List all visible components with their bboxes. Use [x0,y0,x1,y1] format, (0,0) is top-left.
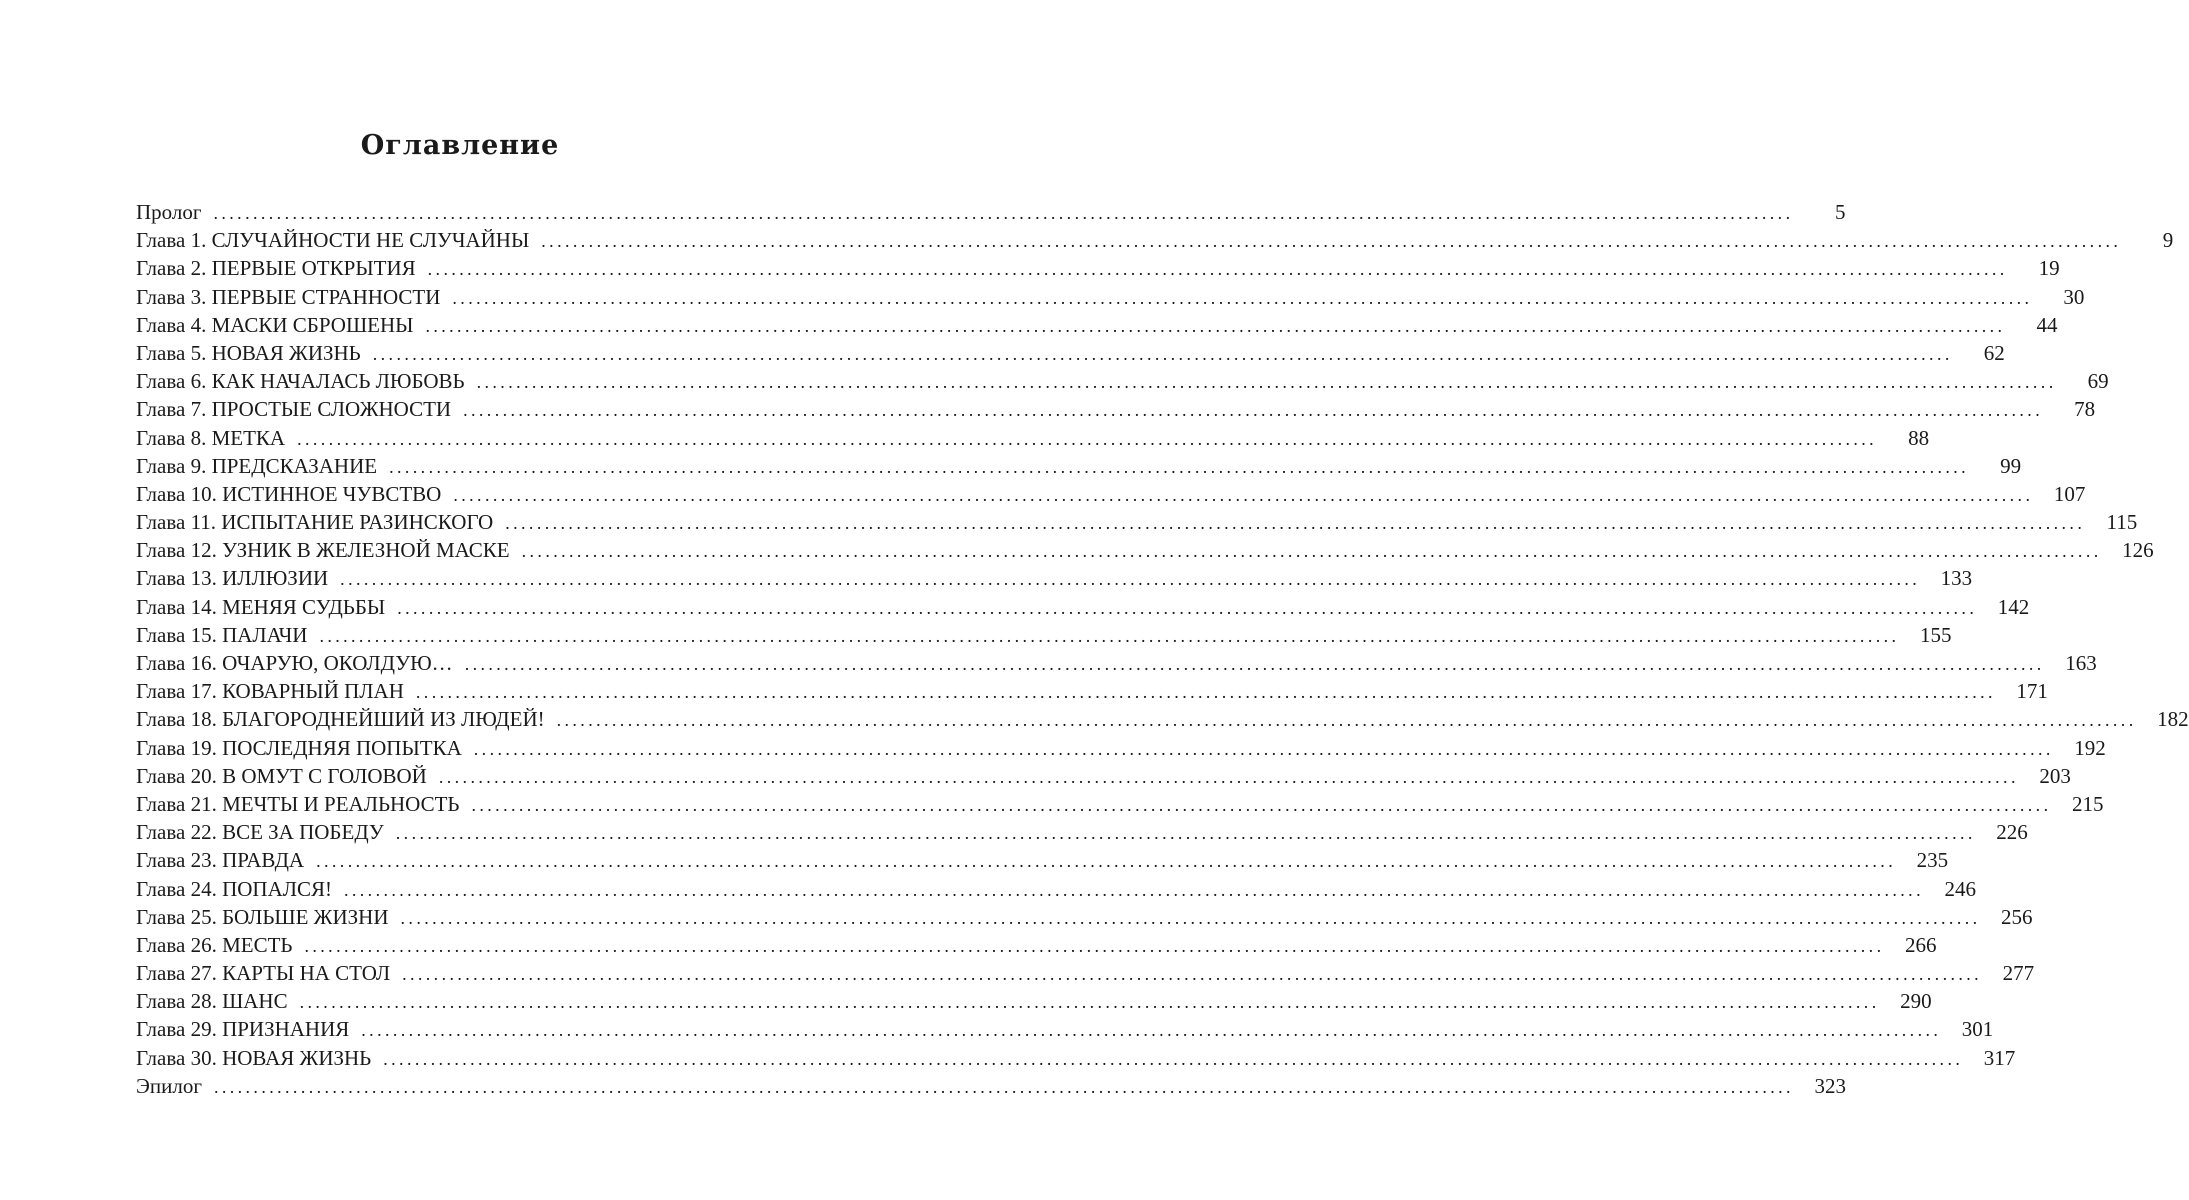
toc-entry [136,198,1846,226]
toc-entry-label: Глава 13. ИЛЛЮЗИИ [136,566,329,591]
toc-dot-leader: ........................................................................................................................................................................................................ [415,682,1996,703]
toc-entry-label: Глава 4. МАСКИ СБРОШЕНЫ [136,312,414,337]
toc-dot-leader: ........................................................................................................................................................................................................ [521,541,2102,562]
toc-entry-page-number: 9 [2162,228,2174,253]
toc-entry [136,367,2109,395]
toc-entry [136,564,1973,592]
toc-entry [136,875,1976,903]
toc-dot-leader: ........................................................................................................................................................................................................ [464,654,2045,674]
toc-entry-page-number: 290 [1900,989,1932,1014]
toc-entry-label: Глава 29. ПРИЗНАНИЯ [136,1017,350,1042]
toc-entry-label: Глава 10. ИСТИННОЕ ЧУВСТВО [136,481,442,506]
toc-dot-leader: ........................................................................................................................................................................................................ [427,259,2008,280]
toc-dot-leader: ........................................................................................................................................................................................................ [473,738,2054,759]
toc-entry-page-number: 126 [2122,538,2154,563]
toc-entry [136,959,2035,987]
toc-dot-leader: ........................................................................................................................................................................................................ [541,231,2122,252]
toc-dot-leader: ........................................................................................................................................................................................................ [304,935,1885,956]
toc-entry-page-number: 163 [2065,651,2097,675]
toc-dot-leader: ........................................................................................................................................................................................................ [397,597,1978,618]
toc-entry-label: Глава 5. НОВАЯ ЖИЗНЬ [136,340,361,365]
toc-dot-leader: ........................................................................................................................................................................................................ [316,851,1897,872]
toc-entry-page-number: 99 [2000,453,2022,478]
toc-dot-leader: ........................................................................................................................................................................................................ [299,992,1880,1013]
toc-entry-page-number: 155 [1919,622,1952,647]
toc-entry-label: Глава 6. КАК НАЧАЛАСЬ ЛЮБОВЬ [136,369,465,394]
toc-entry-label: Глава 3. ПЕРВЫЕ СТРАННОСТИ [136,284,441,309]
toc-entry-label: Глава 26. МЕСТЬ [136,932,293,957]
toc-entry [136,987,1932,1015]
toc-entry [136,452,2022,480]
toc-entry-label: Пролог [136,200,202,224]
toc-dot-leader: ........................................................................................................................................................................................................ [400,907,1981,928]
toc-entry [136,480,2086,508]
toc-dot-leader: ........................................................................................................................................................................................................ [395,823,1976,844]
toc-entry-label: Глава 12. УЗНИК В ЖЕЛЕЗНОЙ МАСКЕ [136,538,510,563]
toc-entry-page-number: 115 [2106,510,2138,535]
toc-dot-leader: ........................................................................................................................................................................................................ [213,1076,1794,1097]
toc-entry-label: Глава 28. ШАНС [136,989,288,1014]
toc-entry-label: Глава 27. КАРТЫ НА СТОЛ [136,961,391,986]
toc-entry-page-number: 88 [1908,425,1930,450]
toc-entry-page-number: 277 [2002,961,2035,986]
toc-entry-page-number: 171 [2016,679,2048,704]
toc-entry [136,705,2189,733]
toc-dot-leader: ........................................................................................................................................................................................................ [505,513,2086,534]
toc-dot-leader: ........................................................................................................................................................................................................ [402,964,1983,985]
toc-entry [136,818,2028,846]
toc-entry-page-number: 235 [1916,848,1949,873]
toc-entry-page-number: 317 [1983,1045,2016,1070]
toc-entry [136,649,2097,677]
toc-entry-label: Глава 11. ИСПЫТАНИЕ РАЗИНСКОГО [136,510,494,535]
toc-entry-label: Глава 15. ПАЛАЧИ [136,622,308,647]
toc-dot-leader: ........................................................................................................................................................................................................ [361,1020,1942,1041]
toc-entry-label: Глава 16. ОЧАРУЮ, ОКОЛДУЮ… [136,651,453,675]
toc-entry-page-number: 30 [2063,284,2085,309]
toc-dot-leader: ........................................................................................................................................................................................................ [319,625,1900,646]
toc-entry-label: Глава 30. НОВАЯ ЖИЗНЬ [136,1045,372,1070]
toc-entry-page-number: 142 [1997,594,2030,619]
toc-entry [136,903,2033,931]
toc-entry-label: Глава 14. МЕНЯЯ СУДЬБЫ [136,594,386,619]
toc-entry-page-number: 62 [1983,340,2005,365]
toc-entry-page-number: 203 [2039,763,2071,788]
toc-entry-page-number: 133 [1940,566,1973,591]
toc-entry-page-number: 19 [2038,256,2060,281]
toc-dot-leader: ........................................................................................................................................................................................................ [463,400,2044,421]
toc-entry-label: Глава 8. МЕТКА [136,425,286,450]
toc-entry-label: Глава 25. БОЛЬШЕ ЖИЗНИ [136,904,389,929]
toc-dot-leader: ........................................................................................................................................................................................................ [213,203,1794,223]
toc-entry-label: Эпилог [136,1073,202,1098]
toc-dot-leader: ........................................................................................................................................................................................................ [297,428,1878,449]
toc-entry [136,254,2060,282]
toc-entry [136,593,2030,621]
toc-entry [136,283,2085,311]
toc-entry-page-number: 44 [2036,312,2058,337]
toc-dot-leader: ........................................................................................................................................................................................................ [389,456,1970,477]
toc-entry [136,931,1937,959]
toc-dot-leader: ........................................................................................................................................................................................................ [372,343,1953,364]
toc-entry [136,508,2138,536]
toc-entry-label: Глава 22. ВСЕ ЗА ПОБЕДУ [136,820,384,845]
toc-dot-leader: ........................................................................................................................................................................................................ [438,766,2019,787]
toc-entry-page-number: 107 [2053,481,2086,506]
toc-entry [136,677,2048,705]
toc-entry-page-number: 323 [1814,1073,1846,1098]
toc-entry-page-number: 301 [1961,1017,1994,1042]
toc-entry [136,536,2154,564]
toc-entry [136,1044,2016,1072]
toc-dot-leader: ........................................................................................................................................................................................................ [343,879,1924,900]
toc-dot-leader: ........................................................................................................................................................................................................ [556,710,2137,731]
toc-entry-label: Глава 24. ПОПАЛСЯ! [136,876,332,901]
toc-dot-leader: ........................................................................................................................................................................................................ [471,794,2052,815]
toc-entry-page-number: 5 [1834,200,1846,224]
toc-entry-label: Глава 17. КОВАРНЫЙ ПЛАН [136,679,404,704]
toc-entry-label: Глава 2. ПЕРВЫЕ ОТКРЫТИЯ [136,256,416,281]
toc-entry [136,734,2106,762]
toc-entry [136,621,1952,649]
toc-entry-page-number: 266 [1904,932,1937,957]
toc-entry-label: Глава 9. ПРЕДСКАЗАНИЕ [136,453,378,478]
toc-entry-page-number: 182 [2157,707,2189,732]
toc-dot-leader: ........................................................................................................................................................................................................ [425,315,2006,336]
toc-entry-page-number: 192 [2074,735,2106,760]
toc-entry-label: Глава 23. ПРАВДА [136,848,305,873]
toc-entry-page-number: 78 [2074,397,2096,422]
toc-entry [136,339,2005,367]
toc-entry-label: Глава 20. В ОМУТ С ГОЛОВОЙ [136,763,427,788]
toc-entry-label: Глава 7. ПРОСТЫЕ СЛОЖНОСТИ [136,397,452,422]
table-of-contents [136,198,2189,1100]
toc-entry [136,226,2174,254]
toc-entry-page-number: 256 [2001,904,2033,929]
toc-dot-leader: ........................................................................................................................................................................................................ [476,372,2057,393]
toc-entry [136,762,2071,790]
toc-entry [136,846,1949,874]
page-title: Оглавление [360,130,560,161]
toc-entry-page-number: 215 [2071,791,2104,816]
toc-dot-leader: ........................................................................................................................................................................................................ [383,1048,1964,1069]
toc-entry [136,1015,1994,1043]
toc-entry-page-number: 226 [1996,820,2028,845]
toc-entry-label: Глава 21. МЕЧТЫ И РЕАЛЬНОСТЬ [136,791,460,816]
toc-entry [136,1072,1846,1100]
toc-entry-page-number: 69 [2087,369,2109,394]
toc-dot-leader: ........................................................................................................................................................................................................ [453,484,2034,505]
toc-entry-label: Глава 18. БЛАГОРОДНЕЙШИЙ ИЗ ЛЮДЕЙ! [136,707,545,732]
toc-entry [136,311,2058,339]
toc-dot-leader: ........................................................................................................................................................................................................ [452,287,2033,308]
toc-dot-leader: ........................................................................................................................................................................................................ [340,569,1921,590]
toc-entry-page-number: 246 [1944,876,1976,901]
toc-entry-label: Глава 1. СЛУЧАЙНОСТИ НЕ СЛУЧАЙНЫ [136,228,530,253]
toc-entry [136,395,2096,423]
toc-entry-label: Глава 19. ПОСЛЕДНЯЯ ПОПЫТКА [136,735,462,760]
toc-entry [136,790,2104,818]
toc-entry [136,424,1930,452]
